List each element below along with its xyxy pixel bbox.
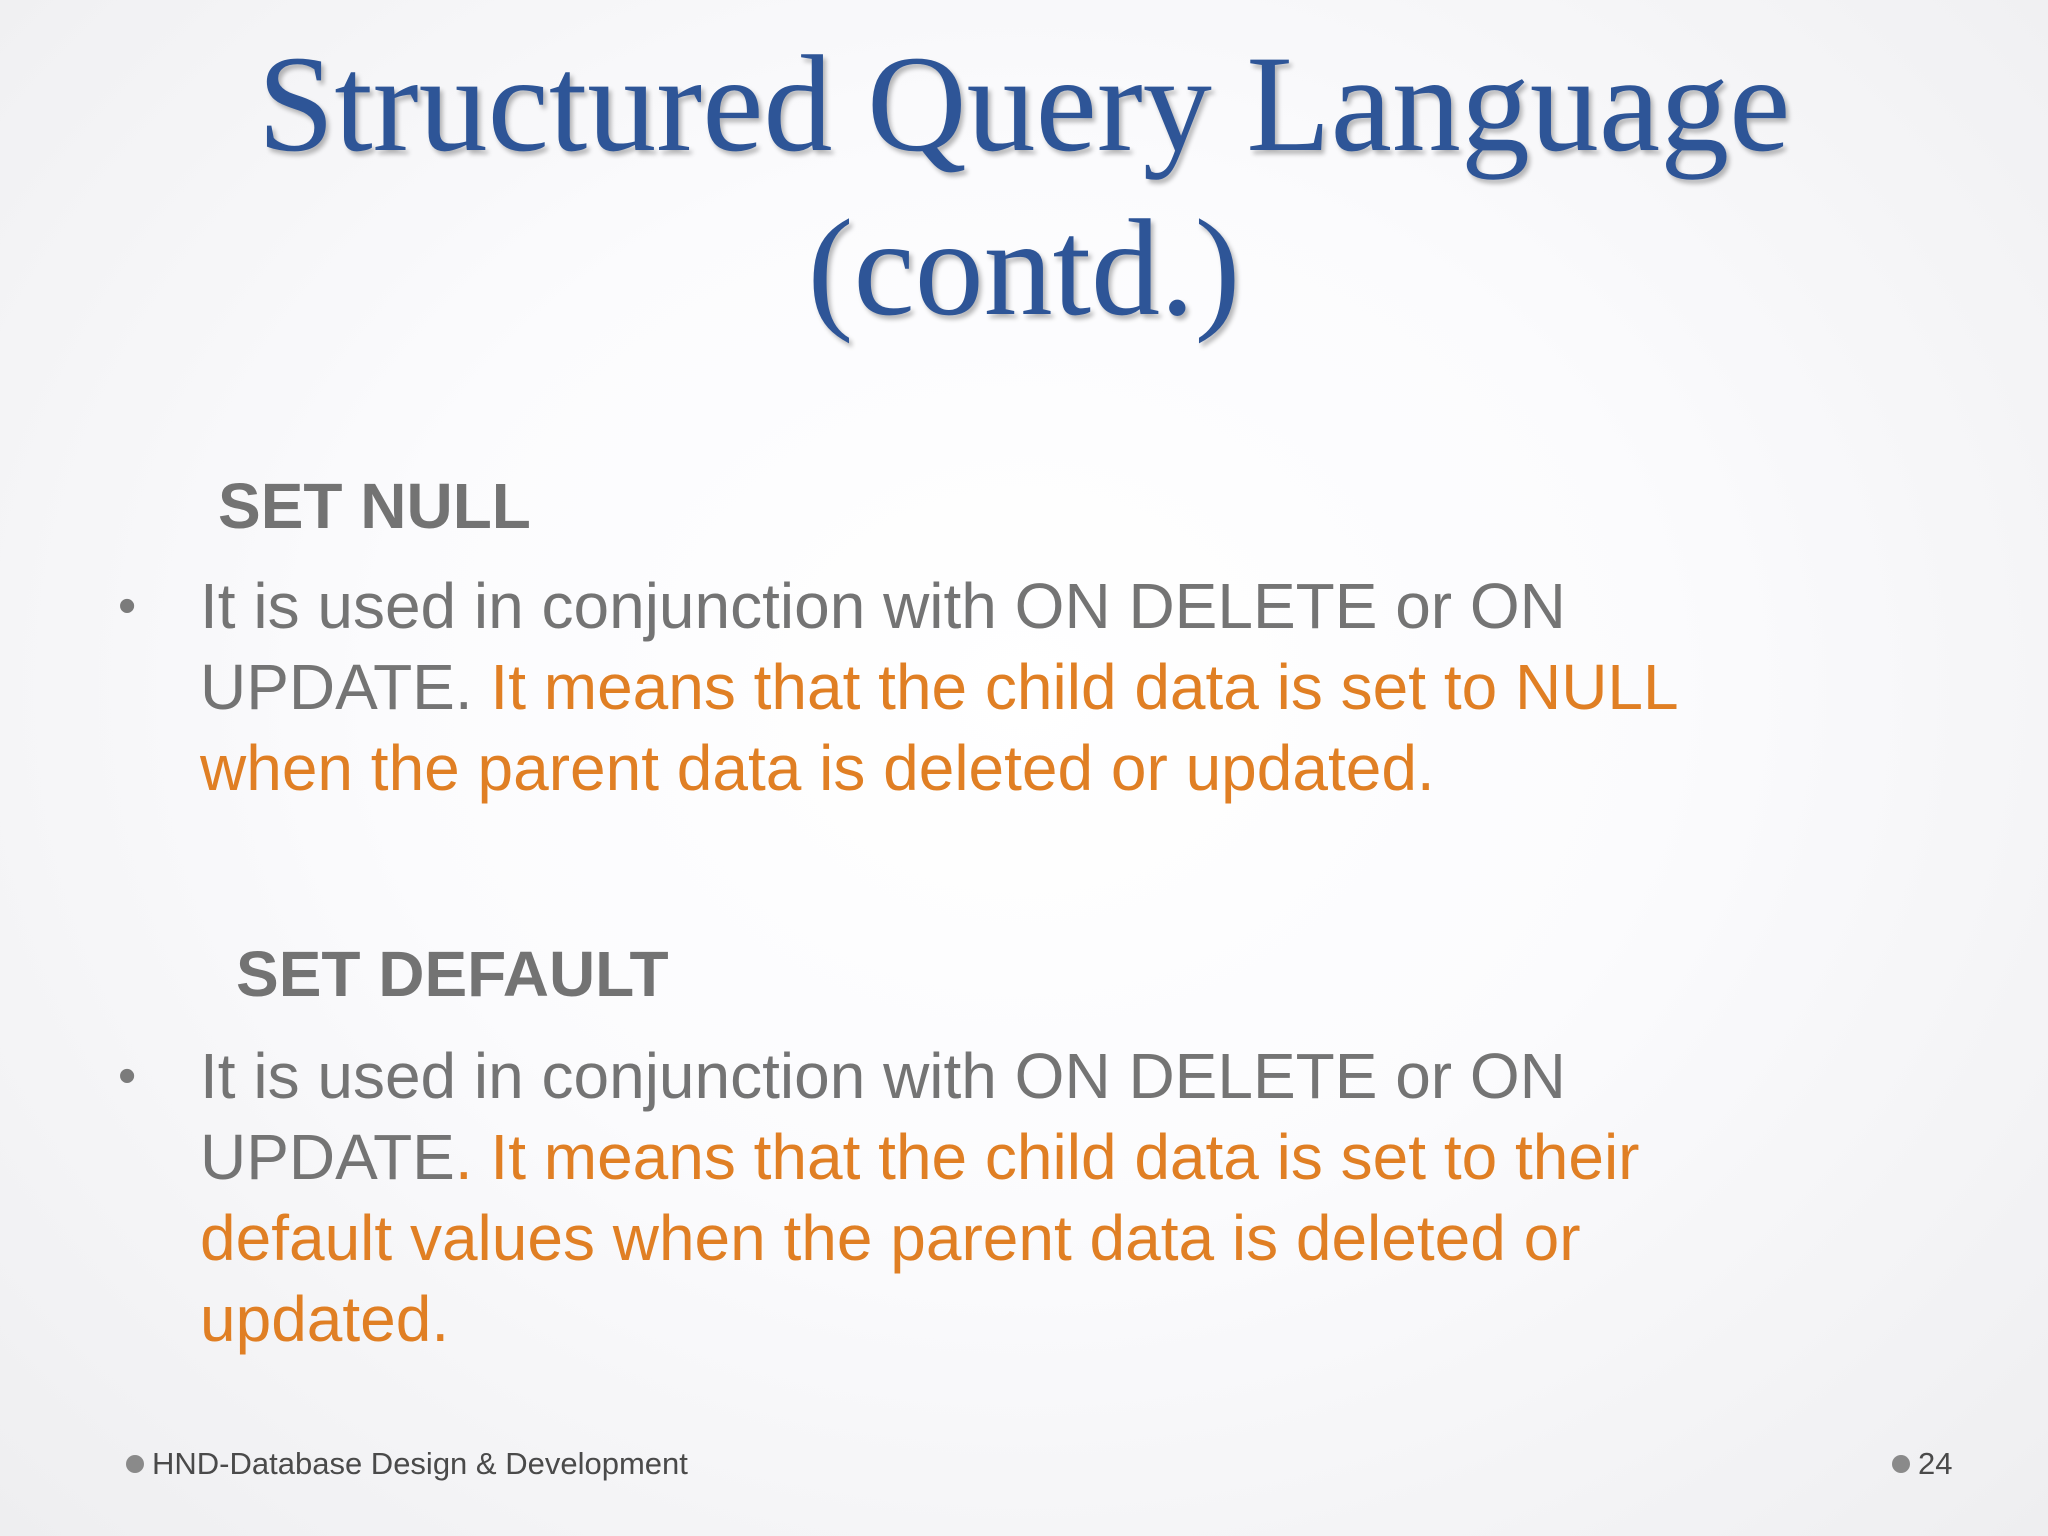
bullet-text-gray: It is used in conjunction with ON DELETE or ON UPDATE.	[200, 570, 1566, 723]
bullet-marker: •	[118, 577, 137, 635]
page-number-label: 24	[1918, 1446, 1953, 1481]
footer-dot-icon	[126, 1455, 144, 1473]
bullet-item-set-null	[118, 566, 1838, 809]
bullet-text	[200, 566, 1838, 809]
footer-course	[126, 1444, 688, 1484]
bullet-text-orange: . It means that the child data is set to their default values when the parent data is deleted or updated.	[200, 1121, 1640, 1355]
footer-page-number	[1892, 1444, 1952, 1484]
bullet-marker: •	[118, 1047, 137, 1105]
section-heading-set-null: SET NULL	[218, 470, 531, 542]
slide-title	[0, 22, 2048, 350]
footer-course-label: HND-Database Design & Development	[152, 1446, 688, 1481]
slide-title-line-2: (contd.)	[807, 191, 1241, 344]
section-heading-set-default: SET DEFAULT	[236, 938, 669, 1010]
bullet-text-orange: It means that the child data is set to NULL when the parent data is deleted or updated.	[200, 651, 1677, 804]
footer-dot-icon	[1892, 1455, 1910, 1473]
bullet-item-set-default	[118, 1036, 1838, 1360]
slide-title-line-1: Structured Query Language	[257, 27, 1791, 180]
bullet-text	[200, 1036, 1838, 1360]
bullet-text-gray: It is used in conjunction with ON DELETE or ON UPDATE	[200, 1040, 1566, 1193]
